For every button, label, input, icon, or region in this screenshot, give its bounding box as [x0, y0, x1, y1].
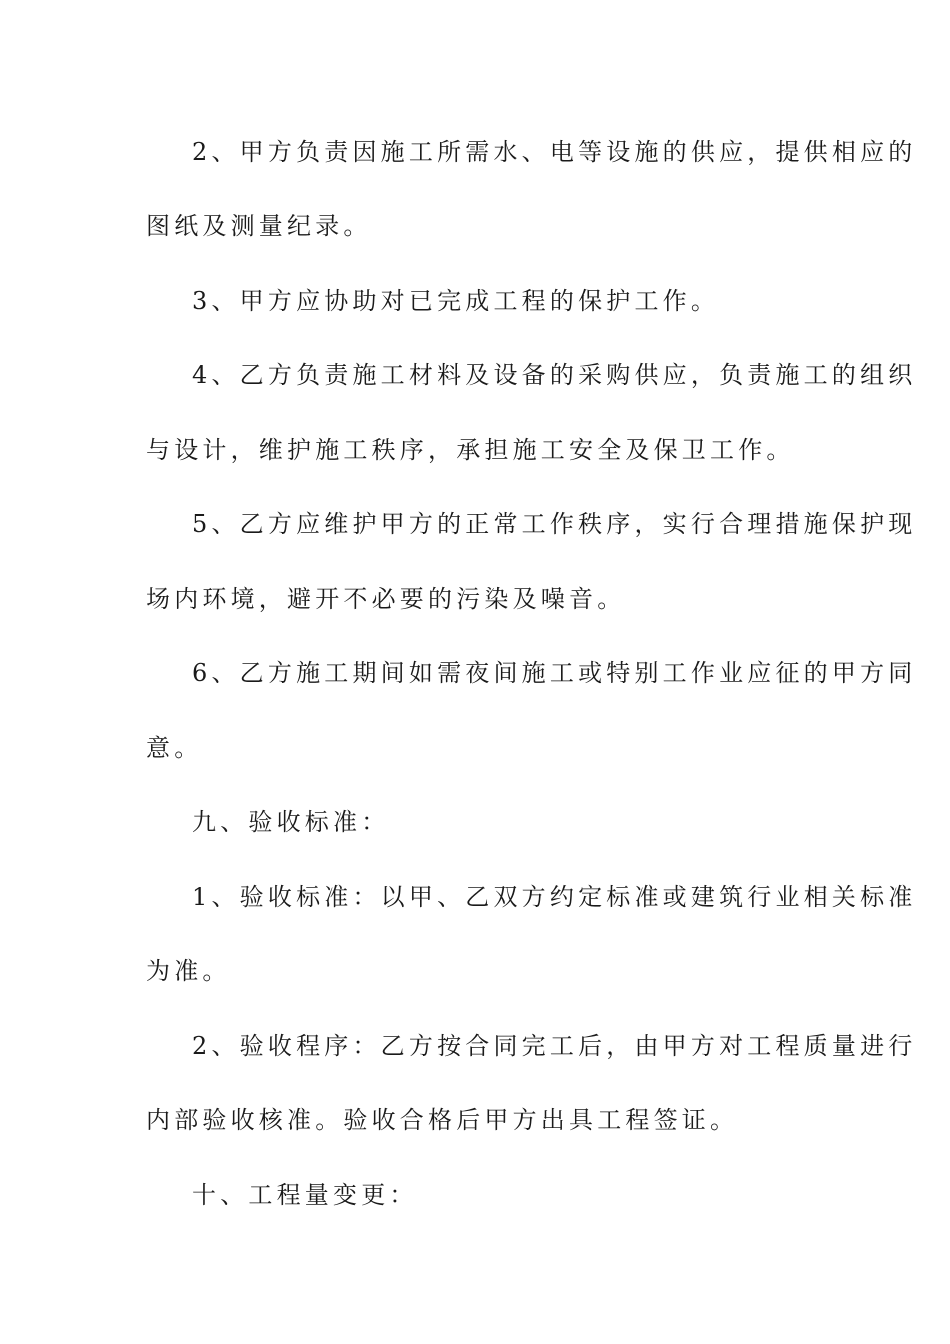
paragraph-4-line-2: 与设计，维护施工秩序，承担施工安全及保卫工作。 — [146, 436, 795, 464]
paragraph-6-line-2: 意。 — [146, 734, 203, 762]
paragraph-2-line-1: 2、甲方负责因施工所需水、电等设施的供应，提供相应的 — [192, 138, 917, 166]
section-10-heading: 十、工程量变更： — [192, 1181, 418, 1209]
paragraph-6-line-1: 6、乙方施工期间如需夜间施工或特别工作业应征的甲方同 — [192, 659, 917, 687]
paragraph-2-line-2: 图纸及测量纪录。 — [146, 212, 372, 240]
paragraph-5-line-1: 5、乙方应维护甲方的正常工作秩序，实行合理措施保护现 — [192, 510, 917, 538]
paragraph-4-line-1: 4、乙方负责施工材料及设备的采购供应，负责施工的组织 — [192, 361, 917, 389]
section-9-item-2-line-1: 2、验收程序：乙方按合同完工后，由甲方对工程质量进行 — [192, 1032, 917, 1060]
paragraph-5-line-2: 场内环境，避开不必要的污染及噪音。 — [146, 585, 626, 613]
section-9-item-1-line-1: 1、验收标准：以甲、乙双方约定标准或建筑行业相关标准 — [192, 883, 917, 911]
paragraph-3-line-1: 3、甲方应协助对已完成工程的保护工作。 — [192, 287, 720, 315]
section-9-heading: 九、验收标准： — [192, 808, 390, 836]
section-9-item-1-line-2: 为准。 — [146, 957, 231, 985]
section-9-item-2-line-2: 内部验收核准。验收合格后甲方出具工程签证。 — [146, 1106, 739, 1134]
